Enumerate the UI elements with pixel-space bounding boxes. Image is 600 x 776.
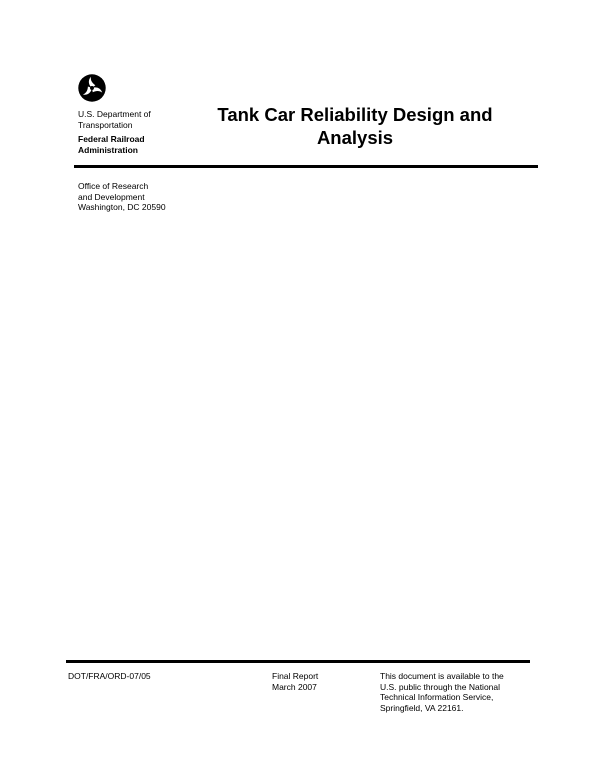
office-address-line: Washington, DC 20590 — [78, 202, 166, 212]
availability-line: This document is available to the — [380, 671, 504, 681]
availability-notice — [380, 671, 540, 713]
footer-divider — [66, 660, 530, 663]
administration-name-line: Federal Railroad — [78, 134, 145, 144]
report-number-text: DOT/FRA/ORD-07/05 — [68, 671, 151, 681]
availability-line: Technical Information Service, — [380, 692, 494, 702]
availability-line: Springfield, VA 22161. — [380, 702, 464, 713]
document-title — [190, 103, 520, 149]
header-divider — [74, 165, 538, 168]
agency-name-line: U.S. Department of — [78, 109, 151, 119]
report-date-line: March 2007 — [272, 681, 317, 692]
report-number — [68, 671, 218, 682]
office-address-block — [78, 181, 218, 213]
agency-name-line: Transportation — [78, 119, 133, 130]
report-type-block — [272, 671, 372, 692]
office-address-line: Office of Research — [78, 181, 149, 191]
document-title-line: Analysis — [316, 127, 394, 148]
agency-block — [78, 109, 198, 155]
document-title-line: Tank Car Reliability Design and — [217, 104, 493, 125]
availability-line: U.S. public through the National — [380, 681, 501, 692]
office-address-line: and Development — [78, 191, 145, 202]
report-type-line: Final Report — [272, 671, 319, 681]
administration-name-line: Administration — [78, 144, 138, 155]
dot-triskelion-logo-icon — [78, 74, 106, 102]
